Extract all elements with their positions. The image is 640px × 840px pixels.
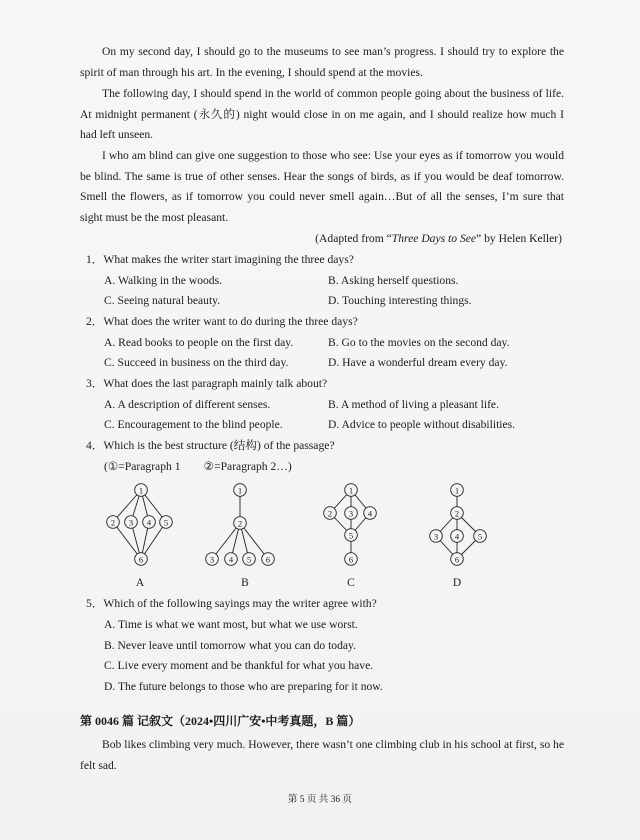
diagram-b-node-label-1: 1 (237, 485, 243, 496)
source-citation (315, 229, 562, 249)
paragraph-following-day: The following day, I should spend in the world of common people going about the business of life. At midnight permanent (永久的) night would close in on me again, and I should realize how much I had left unseen. (80, 87, 564, 142)
question-2-option-a: A. Read books to people on the first day. (104, 336, 294, 349)
question-1-option-c: C. Seeing natural beauty. (104, 294, 221, 307)
next-passage-intro: Bob likes climbing very much. However, there wasn’t one climbing club in his school at first, so he felt sad. (80, 738, 564, 772)
diagram-c-node-label-2: 2 (327, 508, 333, 519)
question-1-stem: 1．What makes the writer start imagining the three days? (86, 253, 354, 266)
page-footer: 第 5 页 共 36 页 (287, 795, 353, 805)
question-1-option-b: B. Asking herself questions. (328, 274, 459, 287)
diagram-b-node-label-5: 5 (246, 554, 252, 565)
question-3-option-d: D. Advice to people without disabilities. (328, 418, 516, 431)
diagram-a-node-label-5: 5 (163, 517, 169, 528)
question-2-option-d: D. Have a wonderful dream every day. (328, 356, 508, 369)
diagram-c-node-label-4: 4 (367, 508, 373, 519)
question-5-option-d: D. The future belongs to those who are preparing for it now. (104, 680, 383, 693)
paragraph-second-day: On my second day, I should go to the museums to see man’s progress. I should try to explore the spirit of man through his art. In the evening, I should spend at the movies. (80, 45, 564, 79)
diagram-a-node-label-6: 6 (138, 554, 144, 565)
diagram-label-b: B (241, 577, 249, 589)
question-1-option-d: D. Touching interesting things. (328, 294, 472, 307)
next-passage-heading: 第 0046 篇 记叙文（2024•四川广安•中考真题，B 篇） (80, 714, 361, 728)
question-1-option-a: A. Walking in the woods. (104, 274, 223, 287)
question-5-option-a: A. Time is what we want most, but what we use worst. (104, 618, 358, 631)
structure-diagrams (0, 480, 640, 590)
diagram-d-node-label-2: 2 (454, 508, 460, 519)
question-3-stem: 3．What does the last paragraph mainly talk about? (86, 377, 328, 390)
question-3-option-b: B. A method of living a pleasant life. (328, 398, 499, 411)
diagram-b-node-label-4: 4 (228, 554, 234, 565)
source-suffix: ” by Helen Keller) (476, 232, 562, 245)
diagram-c-node-label-6: 6 (348, 554, 354, 565)
diagram-a-node-label-2: 2 (110, 517, 116, 528)
diagram-d-node-label-5: 5 (477, 531, 483, 542)
diagram-a-node-label-3: 3 (128, 517, 134, 528)
diagram-label-d: D (452, 577, 462, 589)
question-2-option-b: B. Go to the movies on the second day. (328, 336, 510, 349)
question-2-stem: 2．What does the writer want to do during the three days? (86, 315, 358, 328)
diagram-b-node-label-3: 3 (209, 554, 215, 565)
question-5-option-c: C. Live every moment and be thankful for what you have. (104, 659, 374, 672)
question-3-option-c: C. Encouragement to the blind people. (104, 418, 283, 431)
diagram-d-node-label-6: 6 (454, 554, 460, 565)
source-prefix: (Adapted from “ (315, 232, 392, 245)
diagram-label-a: A (135, 577, 145, 589)
question-5-stem: 5．Which of the following sayings may the writer agree with? (86, 597, 377, 610)
diagram-d-node-label-1: 1 (454, 485, 460, 496)
question-2-option-c: C. Succeed in business on the third day. (104, 356, 289, 369)
diagram-a-node-label-1: 1 (138, 485, 144, 496)
diagram-d-node-label-3: 3 (433, 531, 439, 542)
diagram-a-node-label-4: 4 (146, 517, 152, 528)
question-4-note: (①=Paragraph 1 ②=Paragraph 2…) (104, 460, 292, 473)
diagram-b-node-label-2: 2 (237, 518, 243, 529)
diagram-b-node-label-6: 6 (265, 554, 271, 565)
diagram-label-c: C (347, 577, 355, 589)
source-title: Three Days to See (391, 232, 477, 245)
question-4-stem: 4．Which is the best structure (结构) of the passage? (86, 439, 335, 452)
paragraph-suggestion: I who am blind can give one suggestion to those who see: Use your eyes as if tomorrow you would be blind. The same is true of other senses. Hear the songs of birds, as if you would be deaf tomorrow. Smell the flowers, as if tomorrow you could never smell again…But of all the senses, I’m sure that sight must be the most pleasant. (80, 149, 564, 224)
question-5-option-b: B. Never leave until tomorrow what you can do today. (104, 639, 356, 652)
diagram-c-node-label-3: 3 (348, 508, 354, 519)
question-3-option-a: A. A description of different senses. (104, 398, 271, 411)
diagram-c-node-label-5: 5 (348, 530, 354, 541)
diagram-c-node-label-1: 1 (348, 485, 354, 496)
diagram-d-node-label-4: 4 (454, 531, 460, 542)
